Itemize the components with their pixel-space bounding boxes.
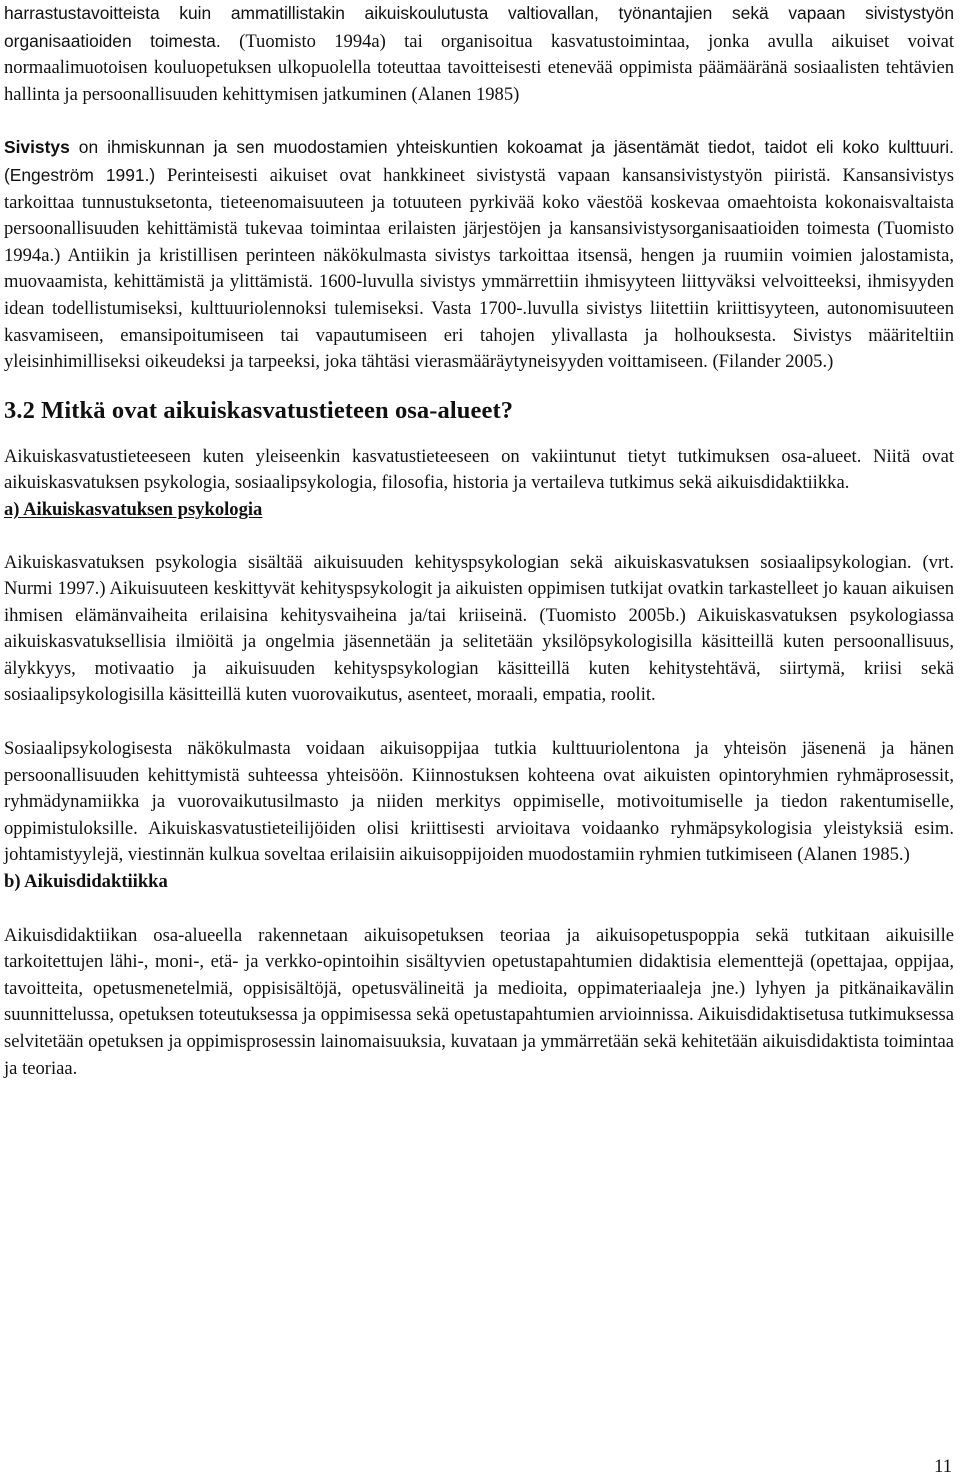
intro-text: harrastustavoitteista kuin ammatillistakin aikuiskoulutusta valtiovallan, työnantajien sekä vapaan sivistystyön organisaatioiden toimesta. (4, 3, 954, 51)
psykologia-heading: a) Aikuiskasvatuksen psykologia (4, 498, 263, 520)
page-number: 11 (934, 1456, 952, 1477)
sivistys-definition: on ihmiskunnan ja sen muodostamien yhteiskuntien kokoamat ja jäsentämät tiedot, taidot eli koko kulttuuri.(Engeström 1991.) (4, 137, 954, 185)
sivistys-paragraph (4, 134, 954, 375)
psykologia-paragraph-1: Aikuiskasvatuksen psykologia sisältää aikuisuuden kehityspsykologian sekä aikuiskasvatuksen sosiaalipsykologian. (vrt. Nurmi 1997.) Aikuisuuteen keskittyvät kehityspsykologit ja aikuisten oppimisen tutkijat ovatkin tarkastelleet jo kauan aikuisen ihmisen elämänvaiheita erilaisina kehitysvaiheina ja/tai kriiseinä. (Tuomisto 2005b.) Aikuiskasvatuksen psykologiassa aikuiskasvatuksellisia ilmiöitä ja ongelmia jäsennetään ja selitetään yksilöpsykologisilla käsitteillä kuten persoonallisuus, älykkyys, motivaatio ja aikuisuuden kehityspsykologian käsitteillä kuten kehitystehtävä, siirtymä, kriisi sekä sosiaalipsykologisilla käsitteillä kuten vuorovaikutus, asenteet, moraali, empatia, roolit. (4, 551, 954, 706)
intro-paragraph (4, 0, 954, 108)
sivistys-term: Sivistys (4, 137, 70, 158)
intro-tail: (Tuomisto 1994a) tai organisoitua kasvatustoimintaa, jonka avulla aikuiset voivat normaalimuotoisen kouluopetuksen ulkopuolella toteuttaa tavoitteisesti etenevää oppimista päämääränä sosiaalisten tehtävien hallinta ja persoonallisuuden kehittymisen jatkuminen (Alanen 1985) (4, 30, 954, 105)
section-heading: 3.2 Mitkä ovat aikuiskasvatustieteen osa-alueet? (4, 396, 514, 424)
psykologia-paragraph-2: Sosiaalipsykologisesta näkökulmasta voidaan aikuisoppijaa tutkia kulttuuriolentona ja yhteisön jäsenenä ja hänen persoonallisuuden kehittymistä suhteessa yhteisöön. Kiinnostuksen kohteena ovat aikuisten opintoryhmien ryhmäprosessit, ryhmädynamiikka ja vuorovaikutusilmasto ja niiden merkitys oppimiselle, motivoitumiselle ja tiedon rakentumiselle, oppimistuloksille. Aikuiskasvatustieteilijöiden olisi kriittisesti arvioitava voidaanko ryhmäpsykologisia yleistyksiä esim. johtamistyylejä, viestinnän kulkua soveltaa erilaisiin aikuisoppijoiden muodostamiin ryhmien tutkimiseen (Alanen 1985.) (4, 738, 954, 866)
didaktiikka-heading: b) Aikuisdidaktiikka (4, 871, 168, 893)
didaktiikka-paragraph: Aikuisdidaktiikan osa-alueella rakennetaan aikuisopetuksen teoriaa ja aikuisopetuspoppia sekä tutkitaan aikuisille tarkoitettujen lähi-, moni-, etä- ja verkko-opintoihin sisältyvien opetustapahtumien didaktisia elementtejä (opettajaa, oppijaa, tavoitteita, opetusmenetelmiä, oppisisältöjä, opetusvälineitä ja medioita, oppimateriaaleja jne.) lyhyen ja pitkänaikavälin suunnittelussa, opetuksen toteutuksessa ja oppimisessa sekä opetustapahtumien arvioinnissa. Aikuisdidaktisetusa tutkimuksessa selvitetään opetuksen ja oppimisprosessin lainomaisuuksia, kuvataan ja ymmärretään sekä kehitetään aikuisdidaktista toimintaa ja teoriaa. (4, 924, 954, 1079)
sivistys-rest: Kansansivistys tarkoittaa tunnustuksetonta, tieteenomaisuuteen ja totuuteen pyrkivää koko väestöä koskevaa omaehtoista kokonaisvaltaista persoonallisuuden kehittämistä tukevaa toimintaa erilaisten järjestöjen ja kansansivistysorganisaatioiden toimesta (Tuomisto 1994a.) Antiikin ja kristillisen perinteen näkökulmasta sivistys tarkoittaa itsensä, hengen ja ruumiin voimien jalostamista, muovaamista, kehittämistä ja ylittämistä. 1600-luvulla sivistys ymmärrettiin ihmisyyteen liittyväksi velvoitteeksi, ihmisyyden idean todellistumiseksi, kulttuuriolennoksi tulemiseksi. Vasta 1700-.luvulla sivistys liitettiin kriittisyyteen, autonomisuuteen kasvamiseen, emansipoitumiseen tai vapautumiseen eri tahojen ylivallasta ja holhouksesta. Sivistys määriteltiin yleisinhimilliseksi oikeudeksi ja tarpeeksi, joka tähtäsi vierasmääräytyneisyyden voittamiseen. (Filander 2005.) (4, 164, 954, 373)
sivistys-body: Perinteisesti aikuiset ovat hankkineet sivistystä vapaan kansansivistystyön piiristä. (155, 164, 843, 186)
document-page (4, 0, 954, 1082)
section-paragraph: Aikuiskasvatustieteeseen kuten yleiseenkin kasvatustieteeseen on vakiintunut tietyt tutkimuksen osa-alueet. Niitä ovat aikuiskasvatuksen psykologia, sosiaalipsykologia, filosofia, historia ja vertaileva tutkimus sekä aikuisdidaktiikka. (4, 445, 954, 494)
